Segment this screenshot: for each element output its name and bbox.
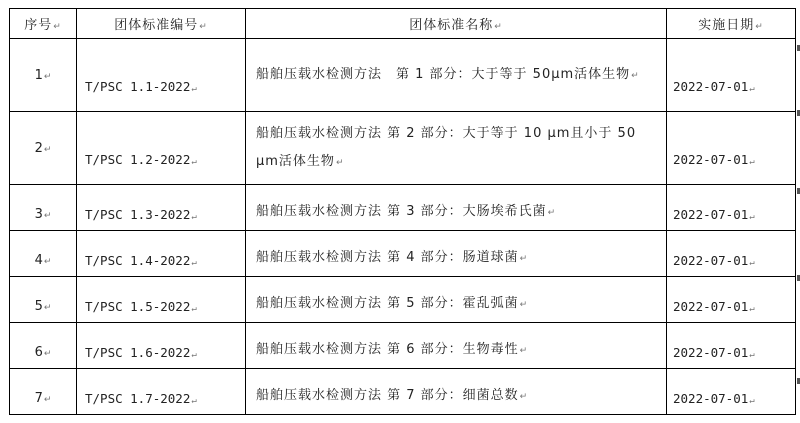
row-date-cell [667,231,796,277]
row-code-cell [77,39,246,112]
row-no: 4 [34,253,43,268]
table-row [10,323,796,369]
table-row [10,369,796,415]
header-cell-no [10,9,77,39]
row-name: 船舶压载水检测方法 第 6 部分：生物毒性 [256,342,519,357]
row-no: 1 [34,67,43,83]
header-cell-code [77,9,246,39]
table-row [10,185,796,231]
paragraph-mark-icon: ↵ [191,258,197,268]
paragraph-mark-icon: ↵ [191,396,197,406]
row-code: T/PSC 1.5-2022 [85,299,191,314]
row-date-cell [667,277,796,323]
row-name-cell [246,323,667,369]
row-code: T/PSC 1.6-2022 [85,345,191,360]
paragraph-mark-icon: ↵ [749,258,755,268]
row-date-cell [667,185,796,231]
header-name: 团体标准名称 [409,18,494,33]
paragraph-mark-icon: ↵ [43,211,52,221]
paragraph-mark-icon: ↵ [191,304,197,314]
row-code: T/PSC 1.4-2022 [85,253,191,268]
row-no-cell [10,369,77,415]
row-code: T/PSC 1.2-2022 [85,151,191,167]
row-date-cell [667,369,796,415]
row-name-cell [246,185,667,231]
row-no-cell [10,112,77,185]
row-date: 2022-07-01 [673,151,749,167]
table-row [10,231,796,277]
row-code-cell [77,369,246,415]
paragraph-mark-icon: ↵ [43,71,52,82]
paragraph-mark-icon: ↵ [43,395,52,405]
row-no-cell [10,277,77,323]
row-name: 船舶压载水检测方法 第 4 部分：肠道球菌 [256,250,519,265]
paragraph-mark-icon: ↵ [191,83,197,94]
row-code: T/PSC 1.3-2022 [85,207,191,222]
paragraph-mark-icon: ↵ [749,304,755,314]
table-row [10,112,796,185]
row-name-cell [246,231,667,277]
row-date-cell [667,323,796,369]
paragraph-mark-icon: ↵ [755,22,764,32]
row-date-cell [667,112,796,185]
paragraph-mark-icon: ↵ [199,22,208,32]
paragraph-mark-icon: ↵ [749,83,755,94]
row-name-cell [246,369,667,415]
row-date: 2022-07-01 [673,207,749,222]
row-code-cell [77,277,246,323]
paragraph-mark-icon: ↵ [43,349,52,359]
paragraph-mark-icon: ↵ [749,156,755,167]
header-row [10,9,796,39]
paragraph-mark-icon: ↵ [519,300,529,310]
paragraph-mark-icon: ↵ [519,392,529,402]
row-code-cell [77,112,246,185]
paragraph-mark-icon: ↵ [43,257,52,267]
paragraph-mark-icon: ↵ [519,346,529,356]
paragraph-mark-icon: ↵ [335,157,345,168]
row-name-cell [246,277,667,323]
row-date-cell [667,39,796,112]
row-name: 船舶压载水检测方法 第 1 部分：大于等于 50μm活体生物 [256,66,631,82]
row-no-cell [10,185,77,231]
paragraph-mark-icon: ↵ [43,303,52,313]
row-code-cell [77,231,246,277]
row-date: 2022-07-01 [673,78,749,94]
paragraph-mark-icon: ↵ [749,212,755,222]
row-name: 船舶压载水检测方法 第 3 部分：大肠埃希氏菌 [256,204,547,219]
row-code: T/PSC 1.1-2022 [85,78,191,94]
row-code: T/PSC 1.7-2022 [85,391,191,406]
row-no: 6 [34,345,43,360]
paragraph-mark-icon: ↵ [191,156,197,167]
paragraph-mark-icon: ↵ [631,70,640,81]
paragraph-mark-icon: ↵ [43,144,52,155]
paragraph-mark-icon: ↵ [494,22,503,32]
row-name-cell [246,39,667,112]
row-code-cell [77,323,246,369]
row-no: 7 [34,391,43,406]
row-name: 船舶压载水检测方法 第 2 部分：大于等于 10 μm且小于 50 μm活体生物 [256,125,637,169]
row-date: 2022-07-01 [673,391,749,406]
row-no: 3 [34,207,43,222]
header-cell-name [246,9,667,39]
table-row [10,39,796,112]
paragraph-mark-icon: ↵ [749,396,755,406]
row-code-cell [77,185,246,231]
row-name: 船舶压载水检测方法 第 7 部分：细菌总数 [256,388,519,403]
row-date: 2022-07-01 [673,345,749,360]
row-no-cell [10,323,77,369]
row-no-cell [10,39,77,112]
paragraph-mark-icon: ↵ [749,350,755,360]
row-no: 2 [34,140,43,156]
header-no: 序号 [24,18,53,33]
row-date: 2022-07-01 [673,253,749,268]
row-no-cell [10,231,77,277]
row-name: 船舶压载水检测方法 第 5 部分：霍乱弧菌 [256,296,519,311]
paragraph-mark-icon: ↵ [519,254,529,264]
paragraph-mark-icon: ↵ [191,350,197,360]
table-row [10,277,796,323]
header-cell-date [667,9,796,39]
paragraph-mark-icon: ↵ [547,208,557,218]
header-code: 团体标准编号 [114,18,199,33]
row-no: 5 [34,299,43,314]
row-date: 2022-07-01 [673,299,749,314]
standards-table [9,8,796,415]
header-date: 实施日期 [698,18,755,33]
row-name-cell [246,112,667,185]
paragraph-mark-icon: ↵ [191,212,197,222]
paragraph-mark-icon: ↵ [53,22,62,32]
